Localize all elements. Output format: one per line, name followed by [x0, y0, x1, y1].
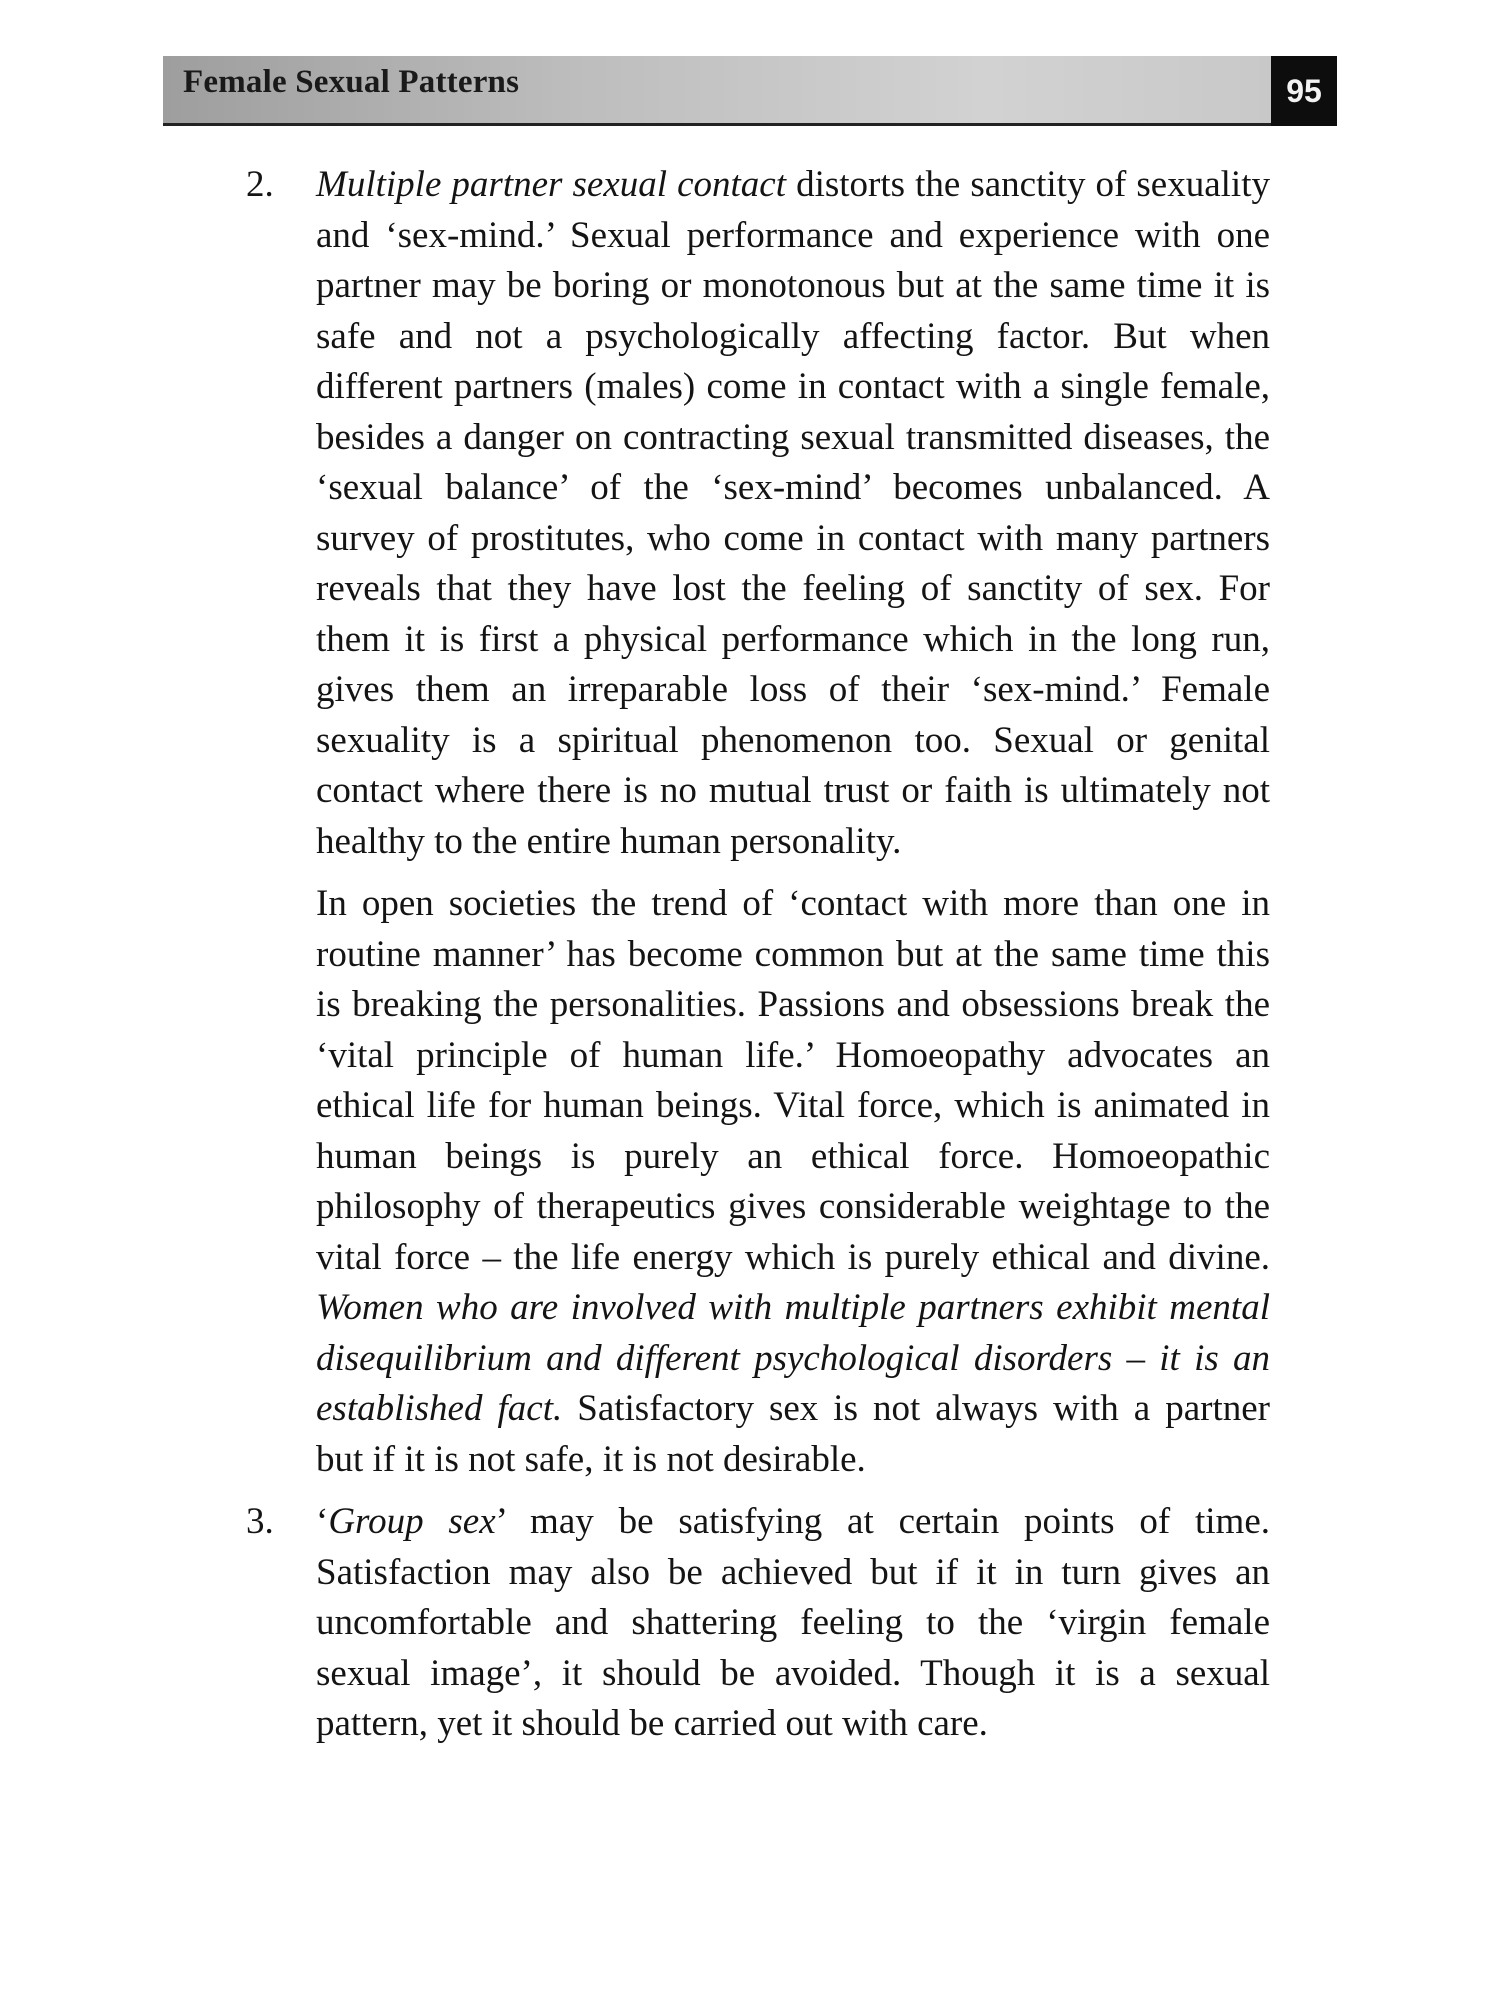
paragraph — [316, 160, 1270, 867]
paragraph — [316, 1497, 1270, 1750]
list-item-number: 2. — [246, 164, 274, 205]
text-span: distorts the sanctity of sexuality and ‘sex-mind.’ Sexual performance and experience with one partner may be boring or monotonous but at the same time it is safe and not a psychologically affecting factor. But when different partners (males) come in contact with a single female, besides a danger on contracting sexual transmitted diseases, the ‘sexual balance’ of the ‘sex-mind’ becomes unbalanced. A survey of prostitutes, who come in contact with many partners reveals that they have lost the feeling of sanctity of sex. For them it is first a physical performance which in the long run, gives them an irreparable loss of their ‘sex-mind.’ Female sexuality is a spiritual phenomenon too. Sexual or genital contact where there is no mutual trust or faith is ultimately not healthy to the entire human personality. — [316, 164, 1270, 862]
text-span: Multiple partner sexual contact — [316, 164, 786, 205]
text-span: ’ may be satisfying at certain points of time. Satisfaction may also be achieved but if it in turn gives an uncomfortable and shattering feeling to the ‘virgin female sexual image’, it should be avoided. Though it is a sexual pattern, yet it should be carried out with care. — [316, 1501, 1270, 1744]
text-span: In open societies the trend of ‘contact with more than one in routine manner’ has become common but at the same time this is breaking the personalities. Passions and obsessions break the ‘vital principle of human life.’ Homoeopathy advocates an ethical life for human beings. Vital force, which is animated in human beings is purely an ethical force. Homoeopathic philosophy of therapeutics gives considerable weightage to the vital force – the life energy which is purely ethical and divine. — [316, 883, 1270, 1278]
text-span: ‘ — [316, 1501, 329, 1542]
page-body — [0, 160, 1500, 1750]
page-number: 95 — [1271, 56, 1337, 126]
header-title: Female Sexual Patterns — [183, 64, 520, 100]
text-span: Satisfactory sex is not always with a partner but if it is not safe, it is not desirable. — [316, 1388, 1271, 1480]
list-item-3 — [246, 1497, 1270, 1750]
text-span: Group sex — [328, 1501, 496, 1542]
running-header — [163, 56, 1337, 126]
paragraph — [316, 879, 1270, 1485]
list-item-number: 3. — [246, 1501, 274, 1542]
list-item-2 — [246, 160, 1271, 1485]
text-span: Women who are involved with multiple partners exhibit mental disequilibrium and different psychological disorders – it is an established fact. — [316, 1287, 1270, 1429]
